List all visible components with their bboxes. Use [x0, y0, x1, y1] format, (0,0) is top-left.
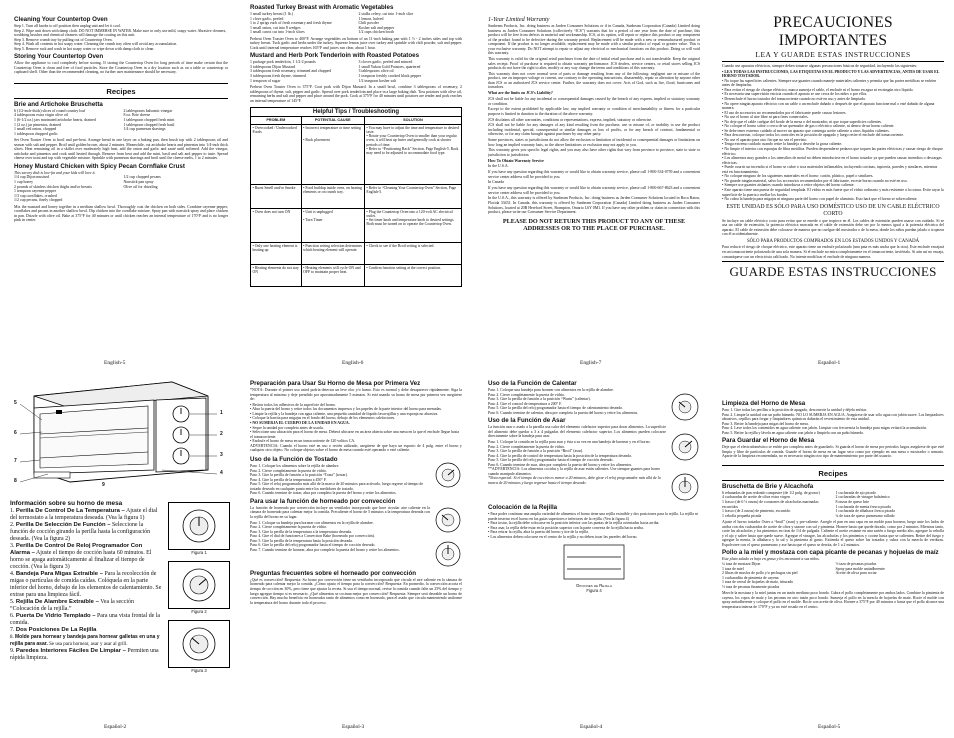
- safety-item: • Los alimentos muy grandes o los utensilios de metal no deben introducirse en el horno tostador ya que pueden causar incendios o descargas eléctricas.: [722, 156, 942, 165]
- convection-step: Paso 4. Gire el dial de funciones a Convection Bake (horneado por convección).: [250, 534, 375, 539]
- cleaning-step: Paso 2. Limpie la unidad con un paño húmedo. NO LO SUMERJA EN AGUA. Asegúrese de usar sólo agua con jabón suave. Los limpiadores abrasivos, cepillos para fregar y limpiadores químicos dañarán el revestimiento de esta unidad.: [722, 412, 944, 422]
- recipe-title-pork: Mustard and Herb Pork Tenderloin with Roasted Potatoes: [250, 52, 420, 60]
- oven-illustration: [12, 374, 234, 492]
- storing-text: Deje que el electrodoméstico se enfríe por completo antes de guardarlo. Si guarda el horno de mesa por periodos largos asegúrese de que esté limpio y libre de partículas de comida. Guarde el horno de mesa en un lugar seco como por ejemplo en una mesa o mostrador o armario. Aparte de la limpieza recomendada, no es necesario ningún otro tipo de mantenimiento por parte del usuario.: [722, 445, 944, 459]
- ingredient: 1/4 cup parmesan shavings: [123, 127, 166, 132]
- storing-title: Para Guardar el Horno de Mesa: [722, 437, 815, 445]
- page-number: English-5: [104, 360, 126, 366]
- page-espanol-4: [488, 378, 700, 722]
- ingredient: ¼ taza de mostaza Dijon: [722, 562, 761, 567]
- ingredient: 4 tablespoons extra virgin olive oil: [14, 113, 69, 118]
- ingredient: 1 to 2 sprigs each of fresh rosemary and fresh thyme: [250, 21, 332, 26]
- ingredient: 1 (6-1/2 oz.) jars marinated artichoke hearts, drained: [14, 118, 96, 123]
- ingredient: ¼ de taza de queso parmesano rallado: [835, 513, 895, 518]
- broil-title: Uso de la Función de Asar: [488, 417, 566, 425]
- safety-item: • No use el aparato para otro fin que no sea el previsto.: [722, 137, 808, 142]
- cause-cell: • Function setting selection determines which heating element will operate.: [301, 242, 364, 264]
- ingredient: Nonstick pan spray: [123, 180, 154, 185]
- ingredient: 1 small turkey breast (1 lb.): [250, 12, 294, 16]
- ingredient: 1/2 cups chicken broth: [358, 30, 394, 35]
- cleaning-step: Paso 1. Gire todas las perillas a la posición de apagado, desconecte la unidad y déjela enfriar.: [722, 408, 867, 412]
- recipe-subtitle: Este plato salado es bajo en grasa y les encantará a sus niños.: [722, 557, 820, 562]
- convection-step: Paso 3. Gire la perilla de la temperatura a la temperatura deseada.: [250, 529, 353, 534]
- problem-cell: • Heating elements do not stay ON: [251, 264, 302, 286]
- warranty-paragraph: Some provinces, states or jurisdictions do not allow the exclusion or limitation of incidental or consequential damages or limitations on how long an implied warranty lasts, so the above limitations or exclusion may not apply to you.: [488, 138, 700, 147]
- figure-4: [488, 543, 700, 583]
- ingredient: 2 cucharadas de vinagre balsámico: [835, 495, 890, 500]
- rack-item: • Para retirar la rejilla, abra la puerta del horno y tire de la rejilla.: [488, 530, 589, 535]
- toast-title: Uso de la Función de Tostado: [250, 456, 338, 464]
- ingredient: 1 taza de cereal de hojuelas de maíz, triturado: [722, 580, 794, 585]
- ingredient: 1 package pork tenderloin, 1 1/2-2 pounds: [250, 60, 316, 65]
- cause-cell: • Heating elements will cycle ON and OFF to maintain proper heat.: [301, 264, 364, 286]
- ingredient: 1 tablespoon chopped garlic: [14, 131, 58, 136]
- ingredient: 1 frasco (de 2 onzas) de pimiento, escurrido: [722, 509, 791, 514]
- cleaning-step: Step 3. Remove crumb tray by pulling out of Countertop Oven.: [14, 37, 113, 42]
- save-instructions-title: GUARDE ESTAS INSTRUCCIONES: [729, 264, 937, 280]
- ingredient: 1 teaspoon of sugar: [250, 78, 281, 83]
- intro-text: Cuando use aparatos eléctricos, siempre deben tomarse algunas precauciones básicas de seguridad, incluyendo las siguientes:: [722, 64, 918, 68]
- broil-step: Paso 3. Gire la perilla de función a la posición “Broil” (asar).: [488, 449, 584, 454]
- ingredient: 1 teaspoon freshly cracked black pepper: [358, 74, 422, 79]
- page-subtitle: LEA Y GUARDE ESTAS INSTRUCCIONES: [755, 50, 911, 59]
- solution-cell: • Plug the Countertop Oven into a 120-volt AC electrical outlet. • Set timer knob and temperature knob to desired settings. Both must be turned on to operate the Countertop Oven.: [364, 208, 461, 242]
- cable-text: Se incluye un cable eléctrico corto para evitar que se enrede o que tropiece en él. Los cables de extensión pueden usarse con cuidado. Si se usa un cable de extensión, la potencia eléctrica marcada en el cable de extensión debe ser por lo menos igual a la potencia eléctrica del aparato. El cable de extensión debe colocarse de manera que no cuelgue del mostrador o de la mesa, donde los niños puedan jalarlo o tropezar con él accidentalmente.: [722, 218, 944, 237]
- component-item: 8. Molde para hornear y bandeja para hornear galletas en una y rejilla para asar. Se usa para hornear, asar y asar al grill.: [10, 634, 160, 647]
- recipe-method-pork: Preheat Oven Toaster Oven to 375°F. Coat pork with Dijon Mustard. In a small bowl, combine 3 tablespoons of rosemary, 2 tablespoons of thyme, salt, pepper and garlic. Spread over pork tenderloin and place in a large baking dish. Toss potatoes with olive oil, remaining herbs and salt and pepper and place around the pork. Cook at 375°F for 40 minutes until potatoes are tender and pork reaches an internal temperature of 145°F.: [250, 85, 462, 103]
- warranty-paragraph: This warranty is valid for the original retail purchaser from the date of initial retail purchase and is not transferable. Keep the original sales receipt. Proof of purchase is required to obtain warranty performance. JCS dealers, service centers, or retail stores selling JCS products do not have the right to alter, modify or any way change the terms and conditions of this warranty.: [488, 57, 700, 71]
- troubleshooting-title: Helpful Tips / Troubleshooting: [250, 107, 462, 116]
- ingredient: 2 libras de muslos de pollo y/o pechugas sin piel: [722, 571, 798, 576]
- warranty-paragraph: Except to the extent prohibited by applicable law, any implied warranty or condition of merchantability or fitness for a particular purpose is limited in duration to the duration of the above warranty.: [488, 107, 700, 116]
- safety-item: • Se debe tener extremo cuidado al mover un aparato que contenga aceite caliente u otros líquidos calientes.: [722, 128, 890, 133]
- safety-item: • El uso de accesorios no recomendados por el fabricante puede causar lesiones.: [722, 110, 847, 115]
- plug-text: Para reducir el riesgo de choque eléctrico, este aparato tiene un enchufe polarizado (una pata es más ancha que la otra). Este enchufe encajará en un tomacorriente polarizado de una sola manera. Si el enchufe no entra completamente en el tomacorriente, inviértalo. Si aún así no encaja, comuníquese con un electricista calificado. No intente modificar el enchufe de ninguna manera.: [722, 245, 944, 259]
- first-use-warning: ADVERTENCIA: Cuando el horno esté en uso o recién utilizado, asegúrese de que haya un espacio de 4 pulg. entre el horno y cualquier otro objeto. No coloque objetos sobre el horno de mesa cuando esté operando o esté caliente.: [250, 443, 462, 453]
- safety-item: • Siempre use guantes aislantes cuando introduzca o retire objetos del horno caliente.: [722, 183, 855, 188]
- convection-step: Paso 1. Coloque su bandeja para hornear con alimentos en la rejilla de alambre.: [250, 520, 374, 525]
- ingredient: 1 cucharada de albahaca fresca picada: [835, 509, 895, 514]
- cleaning-step: Step 4. Wash all contents in hot soapy water. Cleaning the crumb tray often will avoid any accumulation.: [14, 42, 178, 47]
- troubleshooting-section: [250, 107, 462, 286]
- recipes-heading: Recipes: [106, 86, 136, 96]
- ingredient: 1/4 cup Dijon mustard: [14, 175, 49, 180]
- toast-step: Paso 2. Cierre completamente la puerta de vidrio.: [250, 468, 328, 473]
- cleaning-step: Step 5. Remove rack and wash in hot soapy water or wipe down with damp cloth to clean.: [14, 46, 155, 51]
- ingredient: 1 cebolla pequeña picada: [722, 513, 762, 518]
- callout-label: 5: [14, 400, 17, 406]
- convection-dial-figures: [434, 506, 462, 568]
- warm-step: Paso 6. Cuando termine de calentar, abra por completo la puerta del horno y retire los alimentos.: [488, 410, 639, 415]
- warranty-subheading: In the U.S.A.: [488, 164, 509, 169]
- cleaning-step: Step 1. Turn all knobs to off position then unplug unit and let it cool.: [14, 24, 121, 28]
- table-row: [251, 184, 462, 208]
- ingredient: 1/2 cup chopped pecans: [123, 175, 161, 180]
- table-row: [251, 242, 462, 264]
- recipe-title-brie: Brie and Artichoke Bruschetta: [14, 100, 103, 108]
- convection-text: La función de horneado por convección incluye un ventilador incorporado que hace circular aire caliente en la cámara de horneado para calentar mejor la comida. Precaliente el horno de 5 minutos a la temperatura deseada con la rejilla del horno en su lugar.: [250, 505, 430, 519]
- callout-label: 6: [14, 430, 17, 436]
- recipe-method-honey: Mix the mustard and honey together in a medium shallow bowl. Thoroughly coat the chicken on both sides. Combine cayenne pepper, cornflakes and pecans in another shallow bowl. Dip chicken into the cornflake mixture. Spray pan with nonstick spray and place chicken in pan. Drizzle with olive oil. Bake at 375°F for 40 minutes or until chicken reaches an internal temperature of 170°F and is no longer pink in center.: [14, 204, 228, 223]
- ingredient: 1/2 cup pecans, finely chopped: [14, 198, 63, 203]
- ingredient: 8 onzas de queso brie: [835, 500, 869, 505]
- temperature-dial-icon: [670, 472, 700, 502]
- broil-step: Paso 6. Cuando termine de asar, abra por completo la puerta del horno y retire los alimentos.: [488, 462, 633, 467]
- ingredient: 3 tablespoons fresh rosemary, trimmed and chopped: [250, 69, 332, 74]
- warranty-paragraph: In the U.S.A., this warranty is offered by Sunbeam Products, Inc. doing business as Jarden Consumer Solutions located in Boca Raton, Florida 33431. In Canada, this warranty is offered by Sunbeam Corporation (Canada) Limited doing business as Jarden Consumer Solutions, located at 20B Hereford Street, Brampton, Ontario L6Y 0M1. If you have any other problem or claim in connection with this product, please write our Consumer Service Department.: [488, 196, 700, 215]
- ingredient: 6 (1/2-inch-thick) slices of round country loaf: [14, 108, 86, 113]
- problem-cell: • Burnt Smell and/or Smoke: [251, 184, 302, 208]
- toast-step: Paso 5. Gire el reloj programador más allá de la marca de 20 minutos para activarlo, luego regrese al tiempo de tostado deseado en cualquier punto entre los medidores de tostado.: [250, 482, 424, 491]
- ingredient: 1/3 cup cornflakes, crushed: [14, 193, 57, 198]
- convection-title: Para usar la función de horneado por convección: [250, 497, 396, 505]
- ingredient: 1 frasco (de 6 ½ onzas) de corazones de alcachofas marinadas escurridos: [722, 500, 819, 509]
- page-number: English-7: [580, 360, 602, 366]
- ingredient: 2 tablespoons balsamic vinegar: [123, 108, 173, 113]
- recipe-title-turkey: Roasted Turkey Breast with Aromatic Vegetables: [250, 4, 394, 11]
- recipes-heading: Recipes: [818, 468, 848, 478]
- cause-cell: • Incorrect temperature or time setting • Rack placement: [301, 124, 364, 184]
- ingredient: 1 small carrot cut into 1-inch slices: [250, 30, 305, 35]
- troubleshooting-table: [250, 116, 462, 286]
- cleaning-steps: [14, 24, 228, 51]
- figure-caption: Figura 3: [191, 668, 207, 673]
- figure-caption: Opciones de Rejilla: [576, 583, 612, 589]
- first-use-text: *NOTA: Durante el primer uso usted podría detectar un leve olor y/o humo. Esto es normal y debe desaparecer rápidamente. Siga la temperatura al máximo y deje prendido por aproximadamente 5 minutos. Si está usando su horno de mesa por primera vez asegúrese de:: [250, 388, 462, 402]
- warm-step: Paso 3. Gire la perilla de función a la posición “Warm” (calentar).: [488, 397, 591, 402]
- warranty-subheading: What are the limits on JCS’s Liability?: [488, 91, 553, 96]
- safety-item: • Este aparato tiene una puerta de seguridad templada. El vidrio es más fuerte que el vidrio ordinario y más resistente a la rotura. Evite rayar la superficie de la puerta o mellar los bordes.: [722, 187, 944, 197]
- safety-item: • No cubra la bandeja para migajas ni ninguna parte del horno con papel de aluminio. Esto hará que el horno se sobrecaliente.: [722, 197, 918, 202]
- ingredient: 1 clove garlic, peeled: [250, 16, 284, 21]
- toast-step: Paso 6. Cuando termine de tostar, abra por completo la puerta del horno y retire los alimentos.: [250, 491, 397, 496]
- first-use-item: • Retirar todos los adhesivos de la superficie del horno.: [250, 402, 336, 407]
- recipe-title-pollo: Pollo a la miel y mostaza con capa picante de pecanas y hojuelas de maíz: [722, 549, 939, 557]
- ingredient: 1 small red onion, chopped: [14, 127, 57, 132]
- figure-1: [168, 502, 230, 550]
- ingredient: 4 cucharadas de aceite de oliva extra virgen: [722, 495, 790, 500]
- safety-item: • Para evitar el riesgo de choque eléctrico, nunca sumerja el cable, el enchufe ni el horno en agua ni en ningún otro líquido.: [722, 87, 914, 92]
- safety-item: • No guarde ningún material, salvo los accesorios recomendados por el fabricante, en este horno cuando no esté en uso.: [722, 178, 908, 183]
- recipe-title-honey: Honey Mustard Chicken with Spicy Pecan Cornflake Crust: [14, 162, 185, 170]
- page-english-5: [14, 14, 228, 356]
- rack-item: • Para poder continuar una amplia variedad de alimentos el horno tiene una rejilla extraíble y dos posiciones para la rejilla. La rejilla se puede insertar en el horno en las guías superiores e inferiores de la rejilla. (Vea la figura 4): [488, 512, 699, 521]
- problem-cell: • Oven does not turn ON: [251, 208, 302, 242]
- ingredient: 3 tablespoons Dijon Mustard: [250, 64, 296, 69]
- figure-2: [168, 561, 230, 609]
- recipe-method-brie: Set Oven Toaster Oven to broil and pre-heat. Arrange bread in one layer on a baking pan, then brush top with 2 tablespoons oil and season with salt and pepper. Broil until golden brown, about 2 minutes. Meanwhile, cut artichoke hearts and pimentos into 1/4-inch thick slices. Heat remaining oil in a skillet over moderately high heat, add the onion and garlic and sauté until softened. Add the vinegar, artichoke and pimentos and cook until heated through. Remove from heat and add the mint, basil and salt and pepper to taste. Spread cheese over toast and top with vegetable mixture. Sprinkle with parmesan shavings and broil until the cheese melts, 1 to 2 minutes.: [14, 138, 228, 161]
- toast-dial-icon: [434, 461, 462, 489]
- callout-label: 3: [220, 452, 223, 458]
- ingredient: ½ taza de pecanas finamente picadas: [722, 584, 780, 589]
- component-item: 6. Puerta De Vidrio Templado – Para una vista frontal de la comida.: [10, 613, 161, 626]
- ingredient: 8 oz. Brie cheese: [123, 113, 151, 118]
- first-use-item: • Coloque la barrita para migajas en el fondo del horno, debajo de los elementos calefactores.: [250, 416, 396, 421]
- cleaning-step: Paso 5. Retire la rejilla y lávela en agua caliente con jabón o límpiela con un paño húmedo.: [722, 430, 865, 435]
- ingredient: Chili powder: [358, 21, 379, 26]
- warranty-subheading: How To Obtain Warranty Service: [488, 158, 544, 163]
- safety-item: • No deje que el cable cuelgue del borde de la mesa o del mostrador, ni que toque superficies calientes.: [722, 119, 882, 124]
- ingredient: 2 pounds of skinless chicken thighs and/or breasts: [14, 184, 92, 189]
- page-espanol-5: [722, 398, 944, 722]
- ingredient: 1 cucharada de menta fresca picada: [835, 504, 891, 509]
- component-item: 2. Perilla De Selección De Función – Seleccione la función de cocción girando la perilla hasta la configuración deseada. (Vea la figura 2): [10, 522, 151, 542]
- warranty-subheading: In Canada: [488, 180, 504, 185]
- warranty-paragraph: If you have any question regarding this warranty or would like to obtain warranty service, please call 1-800-667-8623 and a convenient service center address will be provided to you.: [488, 186, 700, 195]
- ingredient: 1 lemon, halved: [358, 16, 384, 21]
- solution-cell: • Check to see if the Broil setting is selected.: [364, 242, 461, 264]
- warranty-title: 1-Year Limited Warranty: [488, 16, 550, 23]
- safety-list: [722, 70, 944, 202]
- ingredient: 2 stalks celery, cut into 1-inch slice: [358, 12, 414, 16]
- component-item: 3. Perilla De Control De Reloj Programador Con Alarma – Ajuste el tiempo de cocción hasta 60 minutos. El horno se apaga automáticamente al finalizar el tiempo de cocción. (Vea la figura 3): [10, 543, 152, 570]
- cleaning-title: Cleaning Your Countertop Oven: [14, 16, 108, 23]
- page-number: Español-3: [342, 724, 365, 730]
- cleaning-step: Step 2. Wipe unit down with damp cloth. DO NOT IMMERSE IN WATER. Make sure to only use mild, soapy water. Abrasive cleaners, scrubbing brushes and chemical cleaners will damage the coating on this unit.: [14, 28, 227, 38]
- ingredient: 1 cup honey: [14, 180, 34, 185]
- storing-title: Storing Your Countertop Oven: [14, 53, 104, 61]
- first-use-item: • Abra la puerta del horno y retire todos los documentos impresos y los papeles de la parte interior del horno para menudas.: [250, 407, 442, 412]
- ingredient: 1 tablespoon chopped fresh mint: [123, 118, 175, 123]
- toast-step: Paso 1. Coloque los alimentos sobre la rejilla de alambre.: [250, 464, 340, 469]
- safety-item: • No toque las superficies calientes. Siempre use guantes cuando maneje materiales calientes y permita que las partes metálicas se enfríen antes de limpiarlas.: [722, 78, 937, 88]
- solution-cell: • Refer to “Cleaning Your Countertop Oven” Section, Page English-5.: [364, 184, 461, 208]
- callout-label: 9: [102, 482, 105, 488]
- us-canada-heading: SÓLO PARA PRODUCTOS COMPRADOS EN LOS ESTADOS UNIDOS Y CANADÁ: [746, 238, 920, 244]
- ingredient: Olive oil for drizzling: [123, 184, 158, 189]
- ingredient: 3 tablespoons fresh thyme, trimmed: [250, 74, 306, 79]
- convection-step: Paso 5. Gire la perilla de la temperatura hasta la posición deseada.: [250, 538, 353, 543]
- page-title: PRECAUCIONES IMPORTANTES: [773, 14, 893, 49]
- ingredient: 1 small Yukon Gold Potatoes, quartered: [358, 64, 421, 69]
- cleaning-title: Limpieza del Horno de Mesa: [722, 400, 806, 407]
- first-use-item: • Limpie la rejilla y la bandeja con agua caliente, una pequeña cantidad de líquido lavavajillas y una esponja no abrasiva.: [250, 411, 439, 416]
- ingredient: 1 cucharadita de pimienta de cayena: [722, 575, 779, 580]
- component-item: 4. Bandeja Para Migas Extraíble – Para la recolección de migas o partículas de comida caídas. Colóquela en la parte inferior del horno, debajo de los elementos de calentamiento. Se extrae para una limpieza fácil.: [10, 571, 162, 598]
- ingredient: 1 tablespoon chopped fresh basil: [123, 122, 175, 127]
- problem-cell: • Only one heating element is heating up: [251, 242, 302, 264]
- warranty-paragraph: Sunbeam Products, Inc. doing business as Jarden Consumer Solutions or if in Canada, Sunbeam Corporation (Canada) Limited doing business as Jarden Consumer Solutions (collectively “JCS”) warrants that for a period of one year from the date of purchase, this product will be free from defects in material and workmanship. JCS, at its option, will repair or replace this product or any component of the product found to be defective during the warranty period. Replacement will be made with a new or remanufactured product or component. If the product is no longer available, replacement may be made with a similar product of equal or greater value. This is your exclusive warranty. Do NOT attempt to repair or adjust any electrical or mechanical functions on this product. Doing so will void this warranty.: [488, 24, 700, 56]
- component-item: 9. Paredes Interiores Fáciles De Limpiar – Permiten una rápida limpieza.: [10, 648, 159, 661]
- safety-item: • Es necesaria una supervisión estricta cuando el aparato se use cerca de los niños o por ellos.: [722, 92, 868, 97]
- page-espanol-2: [6, 370, 238, 722]
- callout-label: 1: [220, 410, 223, 416]
- function-dial-icon: [179, 565, 219, 605]
- broil-text: La función asar o asado a la parrilla usa calor del elemento calefactor superior para dorar alimentos. La superficie del alimento debe quedar a 3 a 4 pulgadas del elemento calefactor superior. Los alimentos pueden colocarse directamente sobre la bandeja para asar.: [488, 425, 666, 439]
- component-item: 5. Rejilla De Alambre Extraíble – Vea la sección “Colocación de la rejilla.”: [10, 599, 134, 612]
- safety-item: • Tenga extremo cuidado cuando retire la bandeja o deseche la grasa caliente.: [722, 142, 843, 147]
- figure-caption: Figura 1: [191, 550, 207, 555]
- household-heading: ESTE UNIDAD ES SÓLO PARA USO DOMÉSTICO USO DE UN CABLE ELÉCTRICO CORTO: [726, 203, 940, 218]
- warranty-paragraph: JCS shall not be liable for any incidental or consequential damages caused by the breach of any express, implied or statutory warranty or condition.: [488, 96, 700, 106]
- page-english-7: [488, 14, 700, 356]
- warm-title: Uso de la Función de Calentar: [488, 380, 577, 387]
- safety-item: • No opere ningún aparato eléctrico con un cable o un enchufe dañado o después de que el aparato funcione mal o esté dañado de alguna manera.: [722, 101, 935, 111]
- broil-note: *Nota especial: Si el tiempo de cocción es menor a 20 minutos, debe girar el reloj programador más allá de la marca de 20 minutos y luego regresar hasta el tiempo deseado.: [488, 476, 661, 486]
- broil-step: Paso 4. Gire la perilla de control de temperatura hasta la posición de la temperatura deseada.: [488, 453, 632, 458]
- warranty-paragraph: This warranty does not cover normal wear of parts or damage resulting from any of the following: negligent use or misuse of the product, use on improper voltage or current, use contrary to the operating instructions, disassembly, repair or alteration by anyone other than JCS or an authorized JCS service center. Further, the warranty does not cover: Acts of God, such as fire, flood, hurricanes and tornadoes.: [488, 71, 700, 90]
- safety-item: • Para desconectar, coloque todos los controles en la posición de apagado y luego retire el enchufe del tomacorriente.: [722, 133, 905, 138]
- first-use-item: • Seleccione una ubicación para el horno de mesa. Deberá ubicarse en un área abierta sobre una mesa en la que el enchufe llegue hasta el tomacorriente.: [250, 430, 460, 439]
- convection-step: Paso 2. Cierre completamente la puerta de vidrio.: [250, 525, 328, 530]
- solution-cell: • You may have to adjust the time and temperature to desired taste. • Rotate your Countertop Oven to smaller than your regular oven, it will heat up faster and generally cook at shorter periods of time. • Refer to “Positioning Rack” Section, Page English-5. Rack may need to be adjusted to accommodate food type.: [364, 124, 461, 184]
- faq-title: Preguntas frecuentes sobre el horneado por convección: [250, 569, 417, 577]
- figure-caption: Figura 2: [191, 609, 207, 614]
- page-espanol-1: [722, 14, 944, 356]
- broil-warning: **ADVERTENCIA: Los alimentos cocidos y la rejilla de asar están calientes. Use siempre guantes para horno cuando manipule alimentos.: [488, 467, 661, 476]
- rack-item: • Para tostar, la rejilla debe colocarse en la posición inferior con las puntas de la rejilla orientadas hacia arriba.: [488, 521, 660, 526]
- figure-column: [168, 502, 230, 673]
- ingredient: 1 cucharada de ajo picado: [835, 490, 876, 495]
- warranty-caps-notice: PLEASE DO NOT RETURN THIS PRODUCT TO ANY OF THESE ADDRESSES OR TO THE PLACE OF PURCHASE.: [502, 217, 686, 233]
- safety-item: • No coloque el horno sobre o cerca de un quemador de gas o eléctrico caliente, ni dentro de un horno caliente.: [722, 124, 895, 129]
- ingredient: 3 cloves garlic, peeled and minced: [358, 60, 413, 65]
- temperature-dial-icon: [434, 540, 462, 568]
- info-title: Información sobre su horno de mesa: [10, 500, 123, 507]
- ingredient: Spray para molde antiadherente: [835, 566, 885, 571]
- cleaning-step: Paso 3. Retire la bandeja para migas del horno de mesa.: [722, 421, 809, 426]
- broil-step: Paso 1. Coloque la comida en la rejilla para asar y ésta a su vez en una bandeja de hornear y en el horno.: [488, 440, 651, 445]
- ingredient: 1 teaspoon cayenne pepper: [14, 189, 57, 194]
- rack-item: • Los alimentos deben colocarse en el centro de la rejilla y no deben tocar las paredes del horno.: [488, 534, 638, 539]
- ingredient: 3 tablespoons olive oil: [358, 69, 394, 74]
- rack-item: • Para asar, la rejilla debe estar en la posición superior con la parte convexa de la rejilla hacia arriba.: [488, 525, 644, 530]
- recipe-method-turkey: Preheat Oven Toaster Oven to 400°F. Arrange vegetables on bottom of an 11-inch baking pan with 1 ½ - 2 inches sides and top with turkey breast. Tuck garlic and herbs under the turkey. Squeeze lemon juice over turkey and sprinkle with chili powder, salt and pepper. Cook until internal temperature reaches 165°F and juices run clear, about 1 hour.: [250, 36, 462, 50]
- page-number: Español-2: [104, 724, 127, 730]
- warm-dial-icon: [670, 392, 700, 422]
- ingredient: 1 small onion, cut into 8 wedges: [250, 25, 301, 30]
- solution-cell: • Confirm function setting at the correct position.: [364, 264, 461, 286]
- table-header: POTENTIAL CAUSE: [301, 117, 364, 124]
- cleaning-step: Paso 4. Lave todos los contenidos en agua caliente con jabón. Limpiar con frecuencia la bandeja para migas evitará la acumulación.: [722, 426, 928, 431]
- warm-step: Paso 4. Gire el control de temperatura a 200° F.: [488, 401, 562, 406]
- cause-cell: • Food buildup inside oven, on heating elements or on crumb tray.: [301, 184, 364, 208]
- safety-item: • No coloque ninguno de los siguientes materiales en el horno: cartón, plástico, papel o similares.: [722, 174, 874, 179]
- ingredient: 1/2 teaspoon kosher salt: [358, 78, 396, 83]
- callout-label: 4: [220, 470, 223, 476]
- recipe-subtitle: This savory dish is low-fat and your kids will love it.: [14, 170, 96, 175]
- page-english-6: [250, 2, 462, 356]
- first-use-item: • NO SUMERJA EL CUERPO DE LA UNIDAD EN AGUA.: [250, 421, 350, 426]
- warranty-paragraph: This warranty gives you specific legal rights, and you may also have other rights that vary from province to province, state to state or jurisdiction to jurisdiction.: [488, 148, 700, 157]
- toast-step: Paso 4. Gire la perilla de la temperatura a 450° F.: [250, 477, 327, 482]
- ingredient: ½ taza de pecanas picadas: [835, 562, 877, 567]
- warm-step: Paso 5. Gire la perilla del reloj programador hasta el tiempo de calentamiento deseado.: [488, 406, 624, 411]
- component-item: 7. Dos Posiciones De La Rejilla: [10, 627, 97, 633]
- table-row: [251, 264, 462, 286]
- broil-step: Paso 5. Gire la perilla del reloj programador hasta el tiempo de cocción deseado.: [488, 458, 614, 463]
- convection-step: Paso 7. Cuando termine de hornear, abra por completo la puerta del horno y retire los alimentos.: [250, 547, 400, 552]
- callout-label: 7: [14, 458, 17, 464]
- problem-cell: • Overcooked / Undercooked Foods: [251, 124, 302, 184]
- dial-figures: [670, 378, 700, 502]
- faq-text: ¿Qué es convección? Respuesta: Su horno por convección tiene un ventilador incorporado que circula el aire caliente en la cámara de horneado para calentar mejor la comida. ¿Cómo ajusto el tiempo para la convección? Respuesta: En promedio, la convección acorta el tiempo de cocción en 30%, pero tiene que ajustar la receta. Si usa el tiempo normal, revise la comida cuando falte un 25% del tiempo y luego agregue tiempo si es necesario. ¿Qué alimentos se cocinan mejor por convección? Respuesta: Siempre será deseable un horno de convección. Hay mucho beneficio en horneados tanto de alimentos como en horneado, para el asado que circula manteniendo uniforme la temperatura del horno durante todo el proceso.: [250, 577, 462, 605]
- info-section: [10, 498, 162, 662]
- page-number: Español-4: [580, 724, 603, 730]
- figure-caption: Figura 4: [586, 588, 602, 594]
- first-use-item: • Seque la unidad por completo antes de usarla.: [250, 425, 324, 430]
- first-use-title: Preparación para Usar Su Horno de Mesa por Primera Vez: [250, 380, 421, 387]
- recipe-title-bruschetta: Bruschetta de Brie y Alcachofa: [722, 482, 814, 490]
- ingredient: Aceite de oliva para rociar: [835, 571, 877, 576]
- ingredient: Kosher salt and pepper: [358, 25, 395, 30]
- table-header: PROBLEM: [251, 117, 302, 124]
- recipe-method-bruschetta: Ajuste el horno tostador Oster a “broil” (asar) y pre-caliente. Arregle el pan en una capa en un molde para hornear, luego unte los lados de arriba con dos cucharadas de aceite de oliva y sazone con sal y pimienta. Hornee hasta que quede dorado, como por 2 minutos. Mientras tanto, corte las alcachofas y los pimientos en tiras de 1/4 de pulgada. Caliente el aceite restante en una sartén a fuego medio alto, agregue la cebolla y el ajo y saltee hasta que quede suave. Agregue el vinagre, las alcachofas y los pimientos y cocine hasta que se calienten. Retire del fuego y agregue la menta, la albahaca y la sal y la pimienta al gusto. Extienda el queso sobre las tostadas y cubra con la mezcla de verduras. Espolvoree con el queso parmesano y ase hasta que el queso se derrita, de 1 a 2 minutos.: [722, 520, 944, 547]
- storing-text: Allow the appliance to cool completely before storing. If storing the Countertop Oven for long periods of time make certain that the Countertop Oven is clean and free of food particles. Store the Countertop Oven in a dry location such as on a table or countertop or cupboard shelf. Other than the recommended cleaning, no further user maintenance should be necessary.: [14, 61, 228, 75]
- convection-step: Paso 6. Gire la perilla del reloj programador hasta el tiempo de cocción deseado.: [250, 543, 376, 548]
- safety-item: • Desenchufe el horno tostador del tomacorriente cuando no esté en uso y antes de limpiarlo.: [722, 97, 867, 102]
- page-number: Español-5: [818, 724, 841, 730]
- table-row: [251, 124, 462, 184]
- ingredient: 6 rebanadas de pan redondo campestre (de 1/2 pulg. de grosor): [722, 490, 820, 495]
- safety-item: • LEA TODAS LAS INSTRUCCIONES, LAS ETIQUETAS EN EL PRODUCTO Y LAS ADVERTENCIAS, ANTES DE USAR EL HORNO TOSTADOR.: [722, 69, 940, 79]
- safety-item: • Puede ocurrir un incendio si el horno se cubre o toca materiales inflamables, incluyendo cortinas, tapicería, paredes y similares, mientras está en funcionamiento.: [722, 165, 938, 174]
- toaster-oven-icon: [12, 374, 234, 492]
- page-espanol-3: [250, 378, 462, 722]
- warm-step: Paso 1. Coloque una bandeja para hornear con alimentos en la rejilla de alambre.: [488, 388, 614, 392]
- warranty-paragraph: JCS disclaims all other warranties, conditions or representations, express, implied, statutory or otherwise.: [488, 117, 653, 122]
- broil-dial-icon: [670, 432, 700, 462]
- cause-cell: • Unit is unplugged • Turn Timer: [301, 208, 364, 242]
- page-number: English-6: [342, 360, 364, 366]
- table-row: [251, 208, 462, 242]
- table-header: SOLUTION: [364, 117, 461, 124]
- ingredient: 1 taza de miel: [722, 566, 744, 571]
- figure-3: [168, 620, 230, 668]
- recipe-method-pollo: Mezcle la mostaza y la miel juntas en un tazón mediano poco hondo. Cubra el pollo completamente por ambos lados. Combine la pimienta de cayena, los copos de maíz y las pecanas en otro tazón poco hondo. Sumerja el pollo en la mezcla de hojuelas de maíz. Rocíe el molde con spray antiadherente y coloque el pollo en el molde. Rocíe con aceite de oliva. Hornee a 375°F por 40 minutos o hasta que el pollo alcance una temperatura interna de 170°F y ya no esté rosado en el centro.: [722, 591, 944, 609]
- toast-step: Paso 3. Gire la perilla de función a la posición “Toast” (tostar).: [250, 473, 348, 478]
- timer-dial-icon: [179, 624, 219, 664]
- rack-title: Colocación de la Rejilla: [488, 504, 558, 511]
- temperature-dial-icon: [179, 506, 219, 546]
- callout-label: 2: [220, 431, 223, 437]
- warm-step: Paso 2. Cierre completamente la puerta de vidrio.: [488, 392, 566, 397]
- safety-item: • No use el horno al aire libre ni para fines comerciales.: [722, 115, 809, 120]
- rack-position-icon: [559, 543, 629, 583]
- broil-step: Paso 2. Cierre completamente la puerta de vidrio.: [488, 444, 566, 449]
- warranty-paragraph: JCS shall not be liable for any damages of any kind resulting from the purchase, use or misuse of, or inability to use the product including incidental, special, consequential or similar damages or loss of profits, or for any breach of contract, fundamental or otherwise, or for any claim brought against purchaser by any other party.: [488, 123, 700, 137]
- page-number: Español-1: [818, 360, 841, 366]
- toast-dial-figure: [434, 454, 462, 496]
- component-item: 1. Perilla De Control De La Temperatura – Ajuste el dial del termostato a la temperatura deseada. (Vea la figura 1): [10, 508, 158, 521]
- warranty-paragraph: If you have any question regarding this warranty or would like to obtain warranty service, please call 1-800-334-0759 and a convenient service center address will be provided to you.: [488, 170, 700, 179]
- convection-dial-icon: [434, 506, 462, 534]
- callout-label: 8: [14, 478, 17, 484]
- first-use-item: • Enchufe el horno de mesa en un tomacorriente de 120 voltios CA.: [250, 439, 356, 444]
- ingredient: 1 (2 oz.) jar pimentos, drained: [14, 122, 61, 127]
- safety-item: • No limpie el interior con esponjas de fibra metálica. Pueden desprenderse pedazos que toquen las partes eléctricas y causar riesgo de choque eléctrico.: [722, 147, 943, 156]
